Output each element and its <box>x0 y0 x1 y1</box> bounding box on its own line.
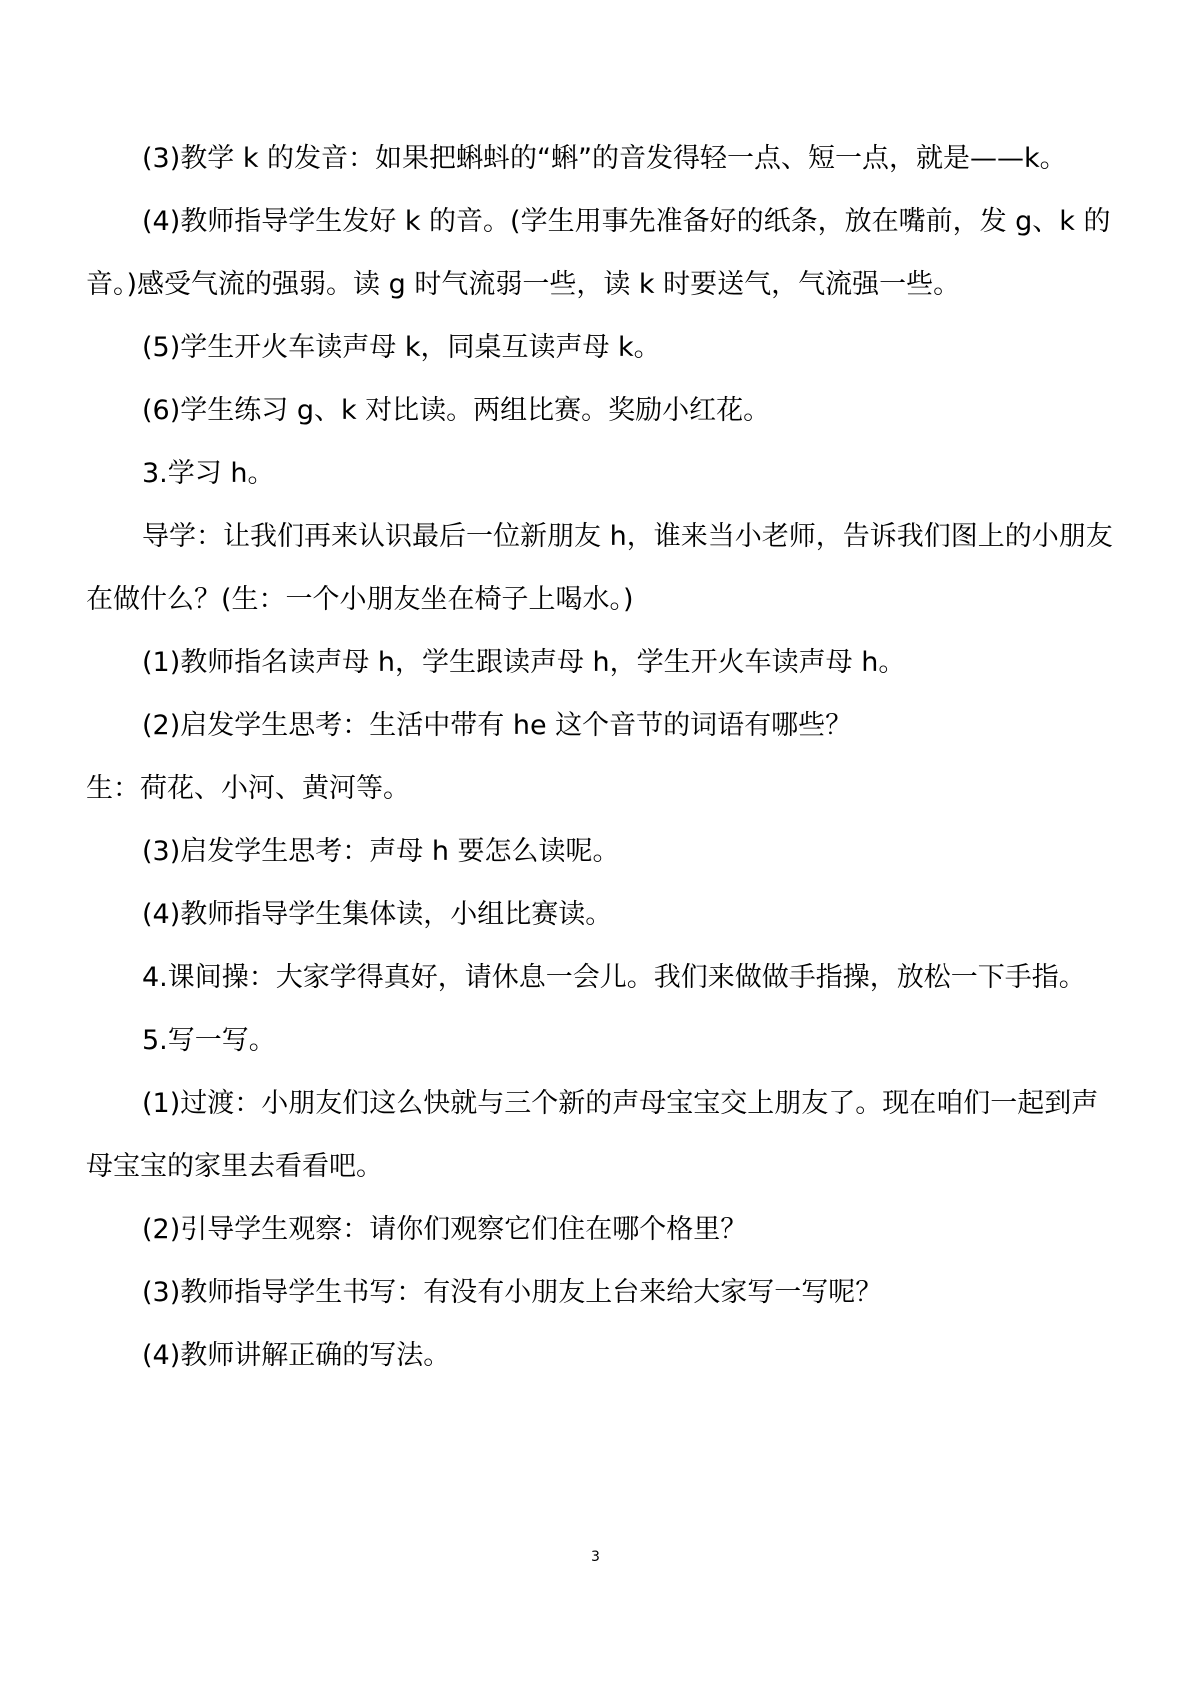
student-answer: 生：荷花、小河、黄河等。 <box>86 773 410 804</box>
paragraph: (4)教师指导学生集体读，小组比赛读。 <box>142 899 613 930</box>
section-heading: 4.课间操：大家学得真好，请休息一会儿。我们来做做手指操，放松一下手指。 <box>142 962 1086 993</box>
page-number: 3 <box>591 1549 600 1565</box>
paragraph: (2)引导学生观察：请你们观察它们住在哪个格里？ <box>142 1214 748 1245</box>
section-heading: 5.写一写。 <box>142 1025 276 1056</box>
paragraph: (1)教师指名读声母 h，学生跟读声母 h，学生开火车读声母 h。 <box>142 647 906 678</box>
paragraph: (2)启发学生思考：生活中带有 he 这个音节的词语有哪些？ <box>142 710 853 741</box>
paragraph: (5)学生开火车读声母 k，同桌互读声母 k。 <box>142 332 661 363</box>
paragraph: (4)教师指导学生发好 k 的音。(学生用事先准备好的纸条，放在嘴前，发 g、k 的音。)感受气流的强弱。读 g 时气流弱一些，读 k 时要送气，气流强一些。 <box>86 206 1111 300</box>
section-heading: 3.学习 h。 <box>142 458 275 489</box>
paragraph: (1)过渡：小朋友们这么快就与三个新的声母宝宝交上朋友了。现在咱们一起到声母宝宝的家里去看看吧。 <box>86 1088 1099 1182</box>
paragraph: (4)教师讲解正确的写法。 <box>142 1340 451 1371</box>
paragraph: (3)启发学生思考：声母 h 要怎么读呢。 <box>142 836 620 867</box>
paragraph: (3)教学 k 的发音：如果把蝌蚪的“蝌”的音发得轻一点、短一点，就是——k。 <box>142 143 1067 174</box>
paragraph: (3)教师指导学生书写：有没有小朋友上台来给大家写一写呢？ <box>142 1277 883 1308</box>
paragraph: 导学：让我们再来认识最后一位新朋友 h，谁来当小老师，告诉我们图上的小朋友在做什么？(生：一个小朋友坐在椅子上喝水。) <box>86 521 1113 615</box>
document-body <box>86 127 1116 1387</box>
paragraph: (6)学生练习 g、k 对比读。两组比赛。奖励小红花。 <box>142 395 771 426</box>
